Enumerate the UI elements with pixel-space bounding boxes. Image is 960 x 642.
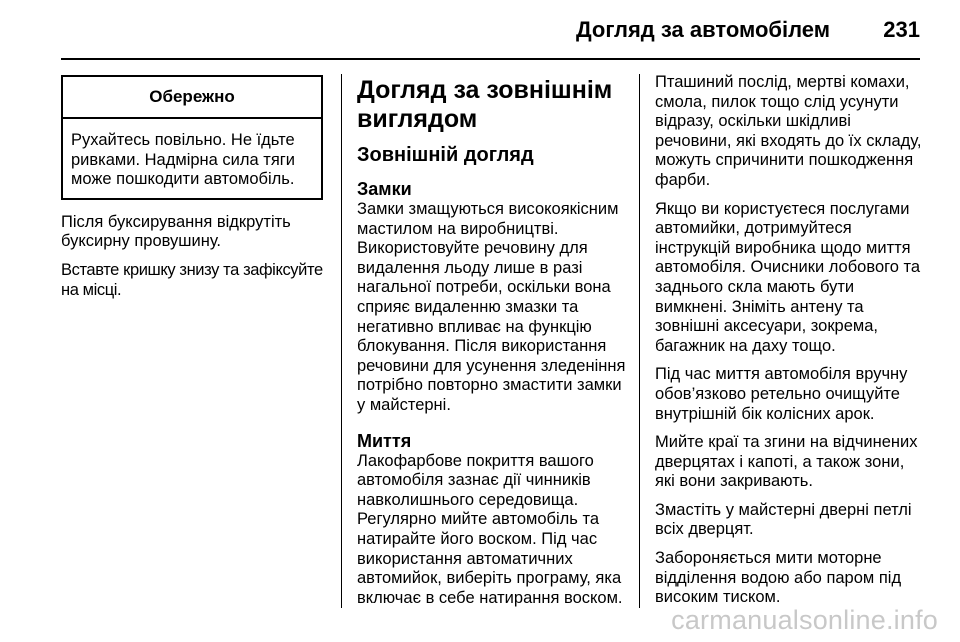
caution-title: Обережно (63, 77, 321, 119)
paragraph: Вставте кришку знизу та зафіксуйте на місці. (61, 260, 323, 299)
paragraph: Мийте краї та згини на відчинених дверцятах і капоті, а також зони, які вони закривають. (655, 433, 918, 491)
right-column (655, 73, 927, 617)
locks-heading: Замки (357, 179, 412, 199)
column-divider (341, 74, 342, 608)
washing-heading: Миття (357, 430, 412, 451)
subsection-heading: Зовнішній догляд (357, 144, 534, 166)
paragraph: Якщо ви користуєтеся послугами автомийки, дотримуйтеся інструкцій виробника щодо миття автомобіля. Очисники лобового та заднього скла мають бути вимкнені. Зніміть антену та зовнішні аксесуари, зокрема, багажник на даху тощо. (655, 199, 921, 355)
paragraph: Замки змащуються високоякісним мастилом на виробництві. Використовуйте речовину для видалення льоду лише в разі нагальної потреби, оскільки вона сприяє видаленню змазки та негативно впливає на функцію блокування. Після використання речовини для усунення зледеніння потрібно повторно змастити замки у майстерні. (357, 200, 626, 414)
column-divider (639, 74, 640, 608)
middle-column (357, 76, 627, 617)
paragraph: Лакофарбове покриття вашого автомобіля зазнає дії чинників навколишнього середовища. Регулярно мийте автомобіль та натирайте його воском. Під час використання автоматичних автомийок, виберіть програму, яка включає в себе натирання воском. (357, 451, 623, 607)
paragraph: Після буксирування відкрутіть буксирну провушину. (61, 212, 291, 251)
caution-box (61, 75, 323, 200)
caution-text: Рухайтесь повільно. Не їдьте ривками. Надмірна сила тяги може пошкодити автомобіль. (71, 131, 296, 189)
chapter-title: Догляд за автомобілем (575, 17, 830, 42)
watermark: carmanualsonline.info (671, 605, 938, 635)
paragraph: Змастіть у майстерні дверні петлі всіх дверцят. (655, 500, 912, 539)
page-number: 231 (883, 17, 920, 42)
paragraph: Під час миття автомобіля вручну обов’язково ретельно очищуйте внутрішній бік колісних арок. (655, 365, 908, 423)
header-rule (61, 58, 920, 60)
paragraph: Забороняється мити моторне відділення водою або паром під високим тиском. (655, 549, 902, 607)
paragraph: Пташиний послід, мертві комахи, смола, пилок тощо слід усунути відразу, оскільки шкідливі речовини, які входять до їх складу, можуть спричинити пошкодження фарби. (655, 73, 922, 189)
section-heading: Догляд за зовнішнім виглядом (357, 76, 613, 133)
left-column (61, 75, 323, 309)
